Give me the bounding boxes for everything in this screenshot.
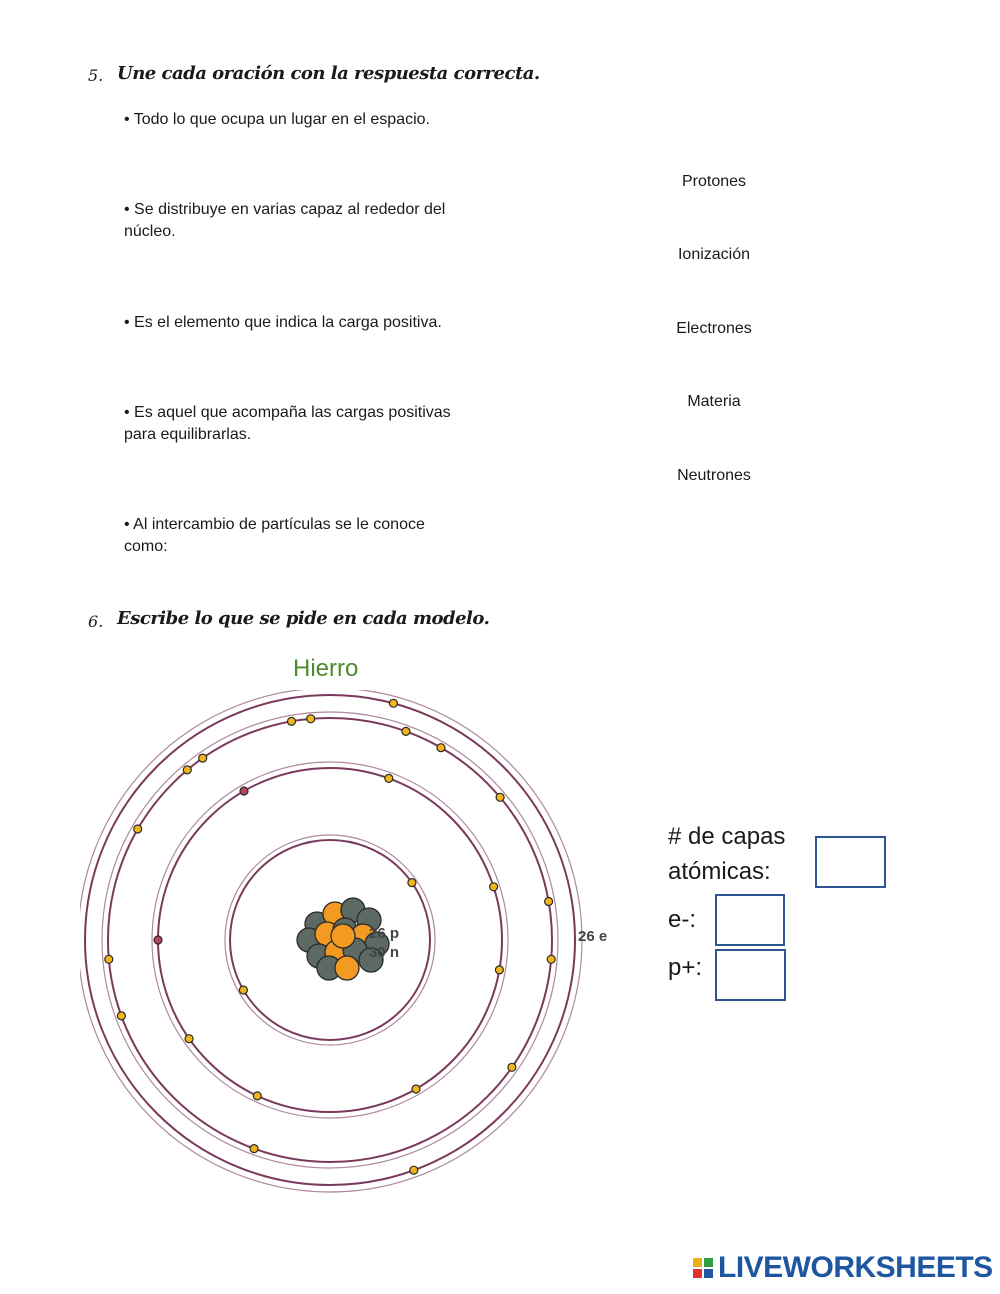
electron-dot — [250, 1145, 258, 1153]
answer-neutrones[interactable]: Neutrones — [677, 467, 751, 484]
electrons-label: 26 e — [578, 928, 608, 945]
electron-dot — [154, 936, 162, 944]
electron-dot — [183, 766, 191, 774]
electron-dot — [199, 754, 207, 762]
electron-dot — [288, 717, 296, 725]
electron-dot — [496, 793, 504, 801]
sentence-3: • Es el elemento que indica la carga positiva. — [124, 314, 442, 331]
electron-dot — [185, 1035, 193, 1043]
proton-ball — [335, 956, 359, 980]
model-title: Hierro — [293, 655, 359, 682]
electron-dot — [240, 787, 248, 795]
answer-materia[interactable]: Materia — [687, 393, 741, 410]
electron-dot — [239, 986, 247, 994]
electron-dot — [253, 1092, 261, 1100]
sentence-4: • Es aquel que acompaña las cargas positivas para equilibrarlas. — [124, 404, 451, 443]
electron-dot — [307, 715, 315, 723]
sentence-2: • Se distribuye en varias capaz al rededor del núcleo. — [124, 201, 446, 240]
electron-dot — [547, 955, 555, 963]
electron-dot — [410, 1166, 418, 1174]
electron-dot — [408, 879, 416, 887]
electron-dot — [402, 727, 410, 735]
question-5-number: 5. — [88, 66, 104, 85]
protons-answer-box[interactable] — [715, 949, 786, 1001]
liveworksheets-logo-icon — [693, 1258, 715, 1280]
layers-label-line2: atómicas: — [668, 858, 771, 885]
protons-field-label: p+: — [668, 954, 703, 981]
question-6-number: 6. — [88, 612, 104, 631]
question-6-title: Escribe lo que se pide en cada modelo. — [117, 608, 490, 629]
electron-dot — [385, 774, 393, 782]
answer-electrones[interactable]: Electrones — [676, 320, 752, 337]
neutrons-label: 30 n — [369, 944, 400, 961]
answer-ionizacion[interactable]: Ionización — [677, 246, 751, 263]
question-5-title: Une cada oración con la respuesta correcta. — [117, 63, 540, 84]
layers-label-line1: # de capas — [668, 823, 786, 850]
layers-answer-box[interactable] — [815, 836, 886, 888]
electron-dot — [490, 883, 498, 891]
electrons-answer-box[interactable] — [715, 894, 785, 946]
electron-dot — [134, 825, 142, 833]
iron-atom-diagram — [80, 690, 640, 1200]
electrons-field-label: e-: — [668, 906, 697, 933]
electron-dot — [437, 744, 445, 752]
protons-label: 26 p — [369, 925, 400, 942]
electron-dot — [105, 955, 113, 963]
electron-dot — [389, 699, 397, 707]
electron-dot — [508, 1063, 516, 1071]
answer-protones[interactable]: Protones — [681, 173, 747, 190]
electron-dot — [545, 898, 553, 906]
electron-dot — [117, 1012, 125, 1020]
sentence-5: • Al intercambio de partículas se le conoce como: — [124, 516, 425, 555]
electron-dot — [412, 1085, 420, 1093]
sentence-1: • Todo lo que ocupa un lugar en el espacio. — [124, 111, 430, 128]
liveworksheets-logo[interactable]: LIVEWORKSHEETS — [718, 1251, 993, 1284]
proton-ball — [331, 924, 355, 948]
electron-dot — [495, 966, 503, 974]
